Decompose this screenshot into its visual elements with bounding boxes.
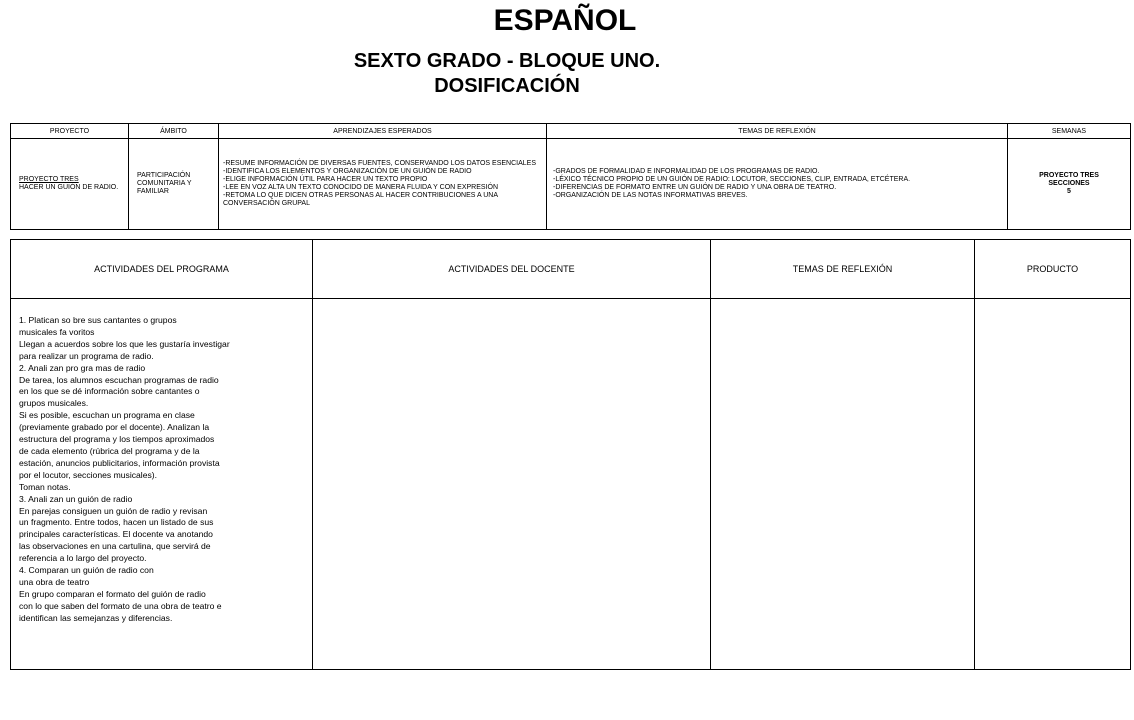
cell-actividades-docente — [313, 299, 711, 670]
tema-item: -GRADOS DE FORMALIDAD E INFORMALIDAD DE LOS PROGRAMAS DE RADIO. — [553, 168, 820, 175]
col-header-semanas: SEMANAS — [1008, 124, 1131, 139]
activities-row — [11, 299, 1131, 670]
activity-line: principales características. El docente va anotando — [19, 529, 213, 540]
col-header-temas: TEMAS DE REFLEXIÓN — [547, 124, 1008, 139]
col-header-temas-reflexion: TEMAS DE REFLEXIÓN — [711, 240, 975, 299]
cell-ambito: PARTICIPACIÓN COMUNITARIA Y FAMILIAR — [129, 139, 219, 230]
proyecto-description: HACER UN GUIÓN DE RADIO. — [19, 184, 119, 191]
activity-line: por el locutor, secciones musicales). — [19, 469, 158, 480]
activity-line: un fragmento. Entre todos, hacen un listado de sus — [19, 517, 214, 528]
page-subtitle-dosificacion: DOSIFICACIÓN — [434, 75, 580, 97]
activity-line: En grupo comparan el formato del guión de radio — [19, 588, 206, 599]
activity-line: 1. Platican so bre sus cantantes o grupos — [19, 315, 177, 325]
activity-line: Llegan a acuerdos sobre los que les gustaría investigar — [19, 338, 230, 349]
semanas-line: 5 — [1067, 188, 1071, 195]
activity-line: grupos musicales. — [19, 398, 89, 409]
cell-aprendizajes — [219, 139, 547, 230]
cell-proyecto — [11, 139, 129, 230]
tema-item: -ORGANIZACIÓN DE LAS NOTAS INFORMATIVAS BREVES. — [553, 192, 748, 199]
activity-line: referencia a lo largo del proyecto. — [19, 553, 147, 564]
cell-temas — [547, 139, 1008, 230]
activity-line: 3. Anali zan un guión de radio — [19, 493, 133, 504]
activity-line: una obra de teatro — [19, 576, 90, 587]
semanas-line: PROYECTO TRES — [1039, 172, 1099, 179]
col-header-proyecto: PROYECTO — [11, 124, 129, 139]
planning-row — [11, 139, 1131, 230]
activity-line: Toman notas. — [19, 481, 71, 492]
aprendizaje-item: -RETOMA LO QUE DICEN OTRAS PERSONAS AL HACER CONTRIBUCIONES A UNA CONVERSACIÓN GRUPAL — [223, 192, 498, 207]
activity-line: para realizar un programa de radio. — [19, 350, 154, 361]
cell-producto — [975, 299, 1131, 670]
activity-line: Si es posible, escuchan un programa en clase — [19, 410, 195, 421]
activity-line: de cada elemento (rúbrica del programa y de la — [19, 445, 200, 456]
activity-line: (previamente grabado por el docente). Analizan la — [19, 422, 210, 433]
activity-line: En parejas consiguen un guión de radio y revisan — [19, 505, 208, 516]
proyecto-title: PROYECTO TRES — [19, 176, 79, 183]
activity-line: estructura del programa y los tiempos aproximados — [19, 434, 215, 445]
page-title: ESPAÑOL — [493, 4, 637, 37]
aprendizaje-item: -IDENTIFICA LOS ELEMENTOS Y ORGANIZACIÓN DE UN GUIÓN DE RADIO — [223, 168, 472, 175]
activities-list — [19, 315, 312, 625]
semanas-line: SECCIONES — [1048, 180, 1090, 187]
activity-line: 4. Comparan un guión de radio con — [19, 565, 154, 576]
activity-line: estación, anuncios publicitarios, información provista — [19, 457, 220, 468]
tema-item: -LÉXICO TÉCNICO PROPIO DE UN GUIÓN DE RADIO: LOCUTOR, SECCIONES, CLIP, ENTRADA, ETCÉTERA. — [553, 176, 911, 183]
page-subtitle: SEXTO GRADO - BLOQUE UNO. — [353, 50, 661, 72]
activity-line: las observaciones en una cartulina, que servirá de — [19, 541, 211, 552]
aprendizaje-item: -LEE EN VOZ ALTA UN TEXTO CONOCIDO DE MANERA FLUIDA Y CON EXPRESIÓN — [223, 184, 499, 191]
activity-line: identifican las semejanzas y diferencias. — [19, 612, 173, 623]
activity-line: musicales fa voritos — [19, 326, 95, 337]
activity-line: con lo que saben del formato de una obra de teatro e — [19, 600, 222, 611]
col-header-producto: PRODUCTO — [975, 240, 1131, 299]
col-header-actividades-docente: ACTIVIDADES DEL DOCENTE — [313, 240, 711, 299]
activity-line: en los que se dé información sobre cantantes o — [19, 386, 200, 397]
activities-header-row — [11, 240, 1131, 299]
col-header-actividades-programa: ACTIVIDADES DEL PROGRAMA — [11, 240, 313, 299]
activity-line: De tarea, los alumnos escuchan programas de radio — [19, 374, 219, 385]
cell-temas-reflexion — [711, 299, 975, 670]
aprendizaje-item: -RESUME INFORMACIÓN DE DIVERSAS FUENTES, CONSERVANDO LOS DATOS ESENCIALES — [223, 160, 536, 167]
activity-line: 2. Anali zan pro gra mas de radio — [19, 362, 146, 373]
cell-actividades-programa — [11, 299, 313, 670]
planning-header-row — [11, 124, 1131, 139]
tema-item: -DIFERENCIAS DE FORMATO ENTRE UN GUIÓN DE RADIO Y UNA OBRA DE TEATRO. — [553, 184, 837, 191]
aprendizaje-item: -ELIGE INFORMACIÓN ÚTIL PARA HACER UN TEXTO PROPIO — [223, 176, 428, 183]
col-header-ambito: ÁMBITO — [129, 124, 219, 139]
cell-semanas — [1008, 139, 1131, 230]
col-header-aprendizajes: APRENDIZAJES ESPERADOS — [219, 124, 547, 139]
planning-table — [10, 123, 1131, 230]
activities-table — [10, 239, 1131, 670]
